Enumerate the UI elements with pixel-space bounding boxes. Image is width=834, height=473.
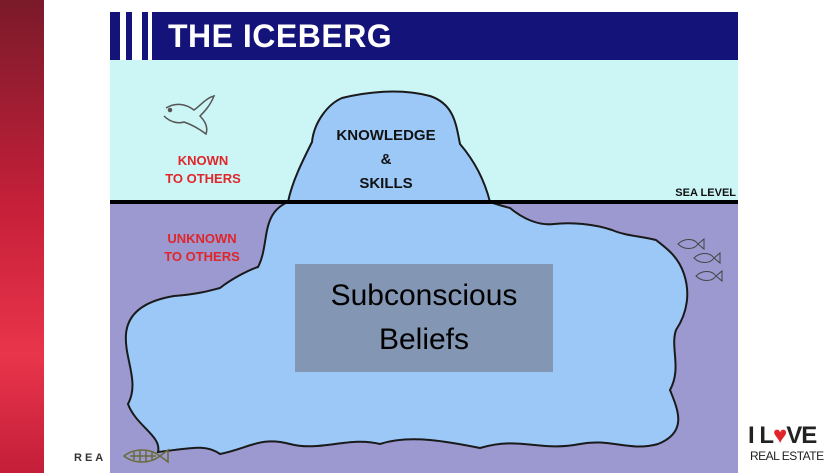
bird-icon	[164, 96, 214, 134]
logo-line2: REAL ESTATE	[750, 449, 824, 463]
known-label: KNOWN TO OTHERS	[165, 153, 241, 186]
logo-text-a: I L	[748, 422, 773, 449]
fish-icon	[694, 253, 720, 263]
fish-icon	[678, 239, 704, 249]
logo-line1	[748, 422, 816, 450]
heart-icon: ♥	[773, 422, 787, 449]
subconscious-beliefs-box: Subconscious Beliefs	[295, 264, 553, 372]
unknown-label: UNKNOWN TO OTHERS	[164, 231, 240, 264]
logo-text-b: VE	[786, 422, 817, 449]
slide-title: THE ICEBERG	[168, 18, 393, 54]
sea-level-line	[110, 200, 738, 204]
slide	[110, 12, 738, 473]
fish-icon	[696, 271, 722, 281]
footer-text: REA	[74, 452, 107, 464]
sea-level-label: SEA LEVEL	[675, 187, 736, 199]
left-accent-bar	[0, 0, 44, 473]
knowledge-skills-label: KNOWLEDGE & SKILLS	[336, 127, 436, 192]
i-love-real-estate-logo	[748, 422, 828, 468]
